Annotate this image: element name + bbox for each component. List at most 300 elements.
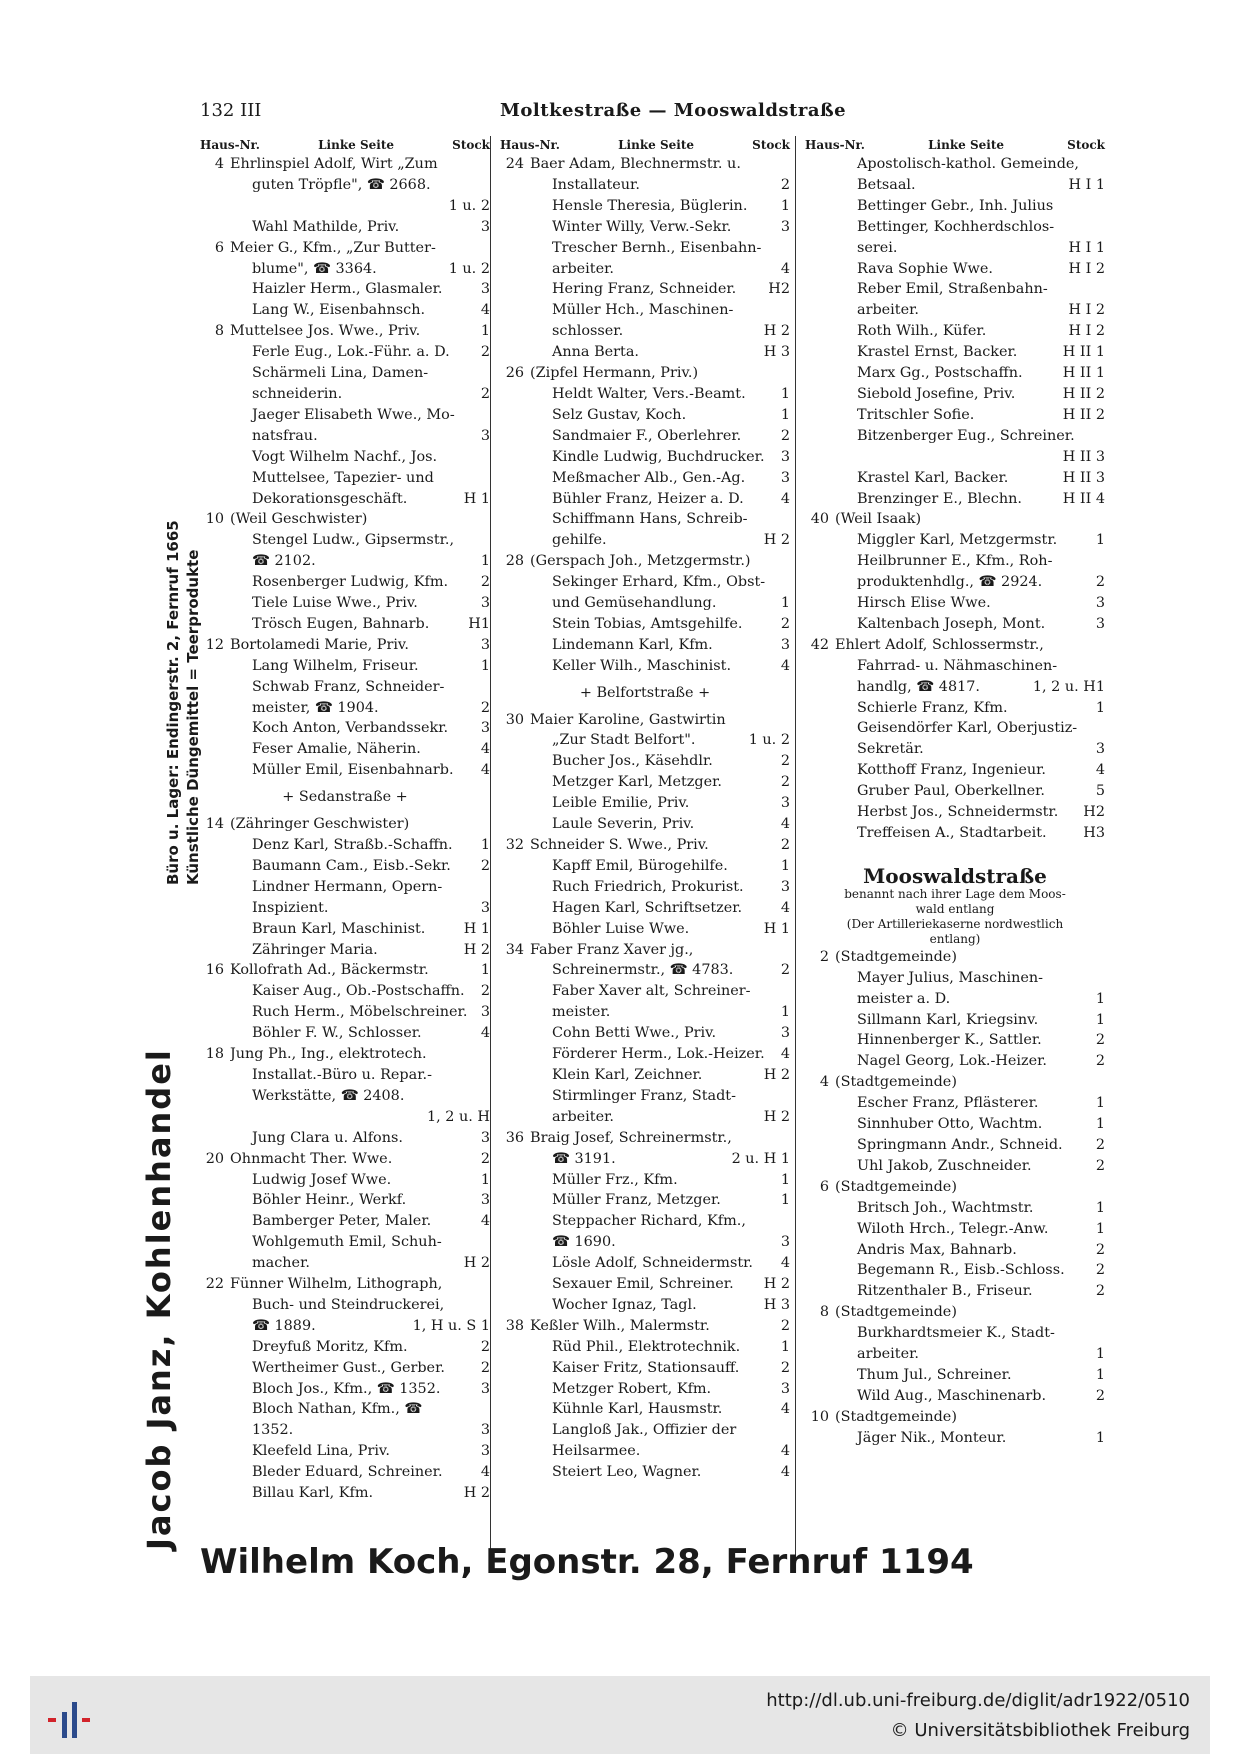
resident-text: Ruch Friedrich, Prokurist. <box>552 878 744 895</box>
directory-entry <box>500 196 790 217</box>
floor-number <box>786 1211 790 1232</box>
floor-number <box>786 154 790 175</box>
house-number <box>805 739 835 760</box>
col-head-floor: Stock <box>452 138 490 152</box>
resident-text: Ohnmacht Ther. Wwe. <box>230 1150 393 1167</box>
directory-entry <box>200 1441 490 1462</box>
floor-number: 4 <box>780 1464 790 1481</box>
directory-entry <box>500 772 790 793</box>
resident-text: Dreyfuß Moritz, Kfm. <box>252 1338 408 1355</box>
directory-entry <box>805 175 1105 196</box>
house-number <box>805 1240 835 1261</box>
directory-entry <box>200 940 490 961</box>
house-number <box>805 1198 835 1219</box>
directory-entry <box>500 509 790 530</box>
floor-number: 4 <box>780 1255 790 1272</box>
house-number <box>500 426 530 447</box>
directory-entry <box>200 677 490 698</box>
resident-text: Selz Gustav, Koch. <box>552 406 687 423</box>
resident-text: Springmann Andr., Schneid. <box>857 1136 1063 1153</box>
floor-number: 3 <box>480 1192 490 1209</box>
resident-text: Lindemann Karl, Kfm. <box>552 636 713 653</box>
floor-number: 2 <box>1095 1053 1105 1070</box>
resident-text: Burkhardtsmeier K., Stadt- <box>857 1325 1055 1342</box>
resident-text: serei. <box>857 239 898 256</box>
directory-entry <box>500 1065 790 1086</box>
floor-number: H 2 <box>763 1276 790 1293</box>
house-number <box>500 856 530 877</box>
floor-number: 4 <box>780 260 790 277</box>
directory-entry <box>500 154 790 175</box>
house-number <box>500 656 530 677</box>
resident-text: Müller Hch., Maschinen- <box>552 302 734 319</box>
floor-number: 2 <box>480 385 490 402</box>
floor-number <box>1101 196 1105 217</box>
house-number <box>500 175 530 196</box>
directory-entry <box>200 1337 490 1358</box>
directory-entry <box>805 1323 1105 1344</box>
house-number <box>500 572 530 593</box>
floor-number: 1 <box>1095 1429 1105 1446</box>
footer-advertisement: Wilhelm Koch, Egonstr. 28, Fernruf 1194 <box>200 1542 974 1582</box>
house-number <box>200 551 230 572</box>
house-number <box>805 1428 835 1449</box>
resident-text: Denz Karl, Straßb.-Schaffn. <box>252 837 453 853</box>
house-number <box>200 614 230 635</box>
house-number <box>805 551 835 572</box>
house-number <box>200 1316 230 1337</box>
resident-text: Baumann Cam., Eisb.-Sekr. <box>252 857 451 874</box>
directory-entry <box>200 238 490 259</box>
house-number: 4 <box>214 156 224 172</box>
resident-text: Stein Tobias, Amtsgehilfe. <box>552 615 743 632</box>
floor-number: 1 <box>1095 1366 1105 1383</box>
house-number <box>500 751 530 772</box>
resident-text: meister. <box>552 1004 611 1021</box>
resident-text: Langloß Jak., Offizier der <box>552 1422 737 1439</box>
house-number <box>200 698 230 719</box>
house-number <box>805 259 835 280</box>
house-number <box>200 1128 230 1149</box>
side-ad-main: Jacob Janz, Kohlenhandel <box>140 1048 178 1550</box>
resident-text: Haizler Herm., Glasmaler. <box>252 281 443 298</box>
floor-number: 2 <box>1095 1032 1105 1049</box>
floor-number <box>786 363 790 384</box>
resident-text: Miggler Karl, Metzgermstr. <box>857 532 1058 549</box>
floor-number: 1 u. 2 <box>448 197 490 214</box>
house-number <box>500 593 530 614</box>
floor-number <box>786 981 790 1002</box>
house-number <box>805 572 835 593</box>
house-number <box>200 856 230 877</box>
directory-entry <box>500 1462 790 1483</box>
floor-number: 1 <box>1095 1116 1105 1133</box>
resident-text: Ehrlinspiel Adolf, Wirt „Zum <box>230 156 438 172</box>
house-number <box>200 1399 230 1420</box>
directory-entry <box>500 384 790 405</box>
col-head-side: Linke Seite <box>318 138 394 152</box>
directory-entry <box>805 947 1105 968</box>
resident-text: meister, ☎ 1904. <box>252 699 379 716</box>
floor-number: H 3 <box>763 1296 790 1313</box>
resident-text: Tiele Luise Wwe., Priv. <box>252 595 418 612</box>
resident-text: guten Tröpfle", ☎ 2668. <box>252 176 431 193</box>
resident-text: Inspizient. <box>252 899 329 916</box>
resident-text: Siebold Josefine, Priv. <box>857 385 1016 402</box>
floor-number: 4 <box>480 1464 490 1481</box>
resident-text: Jung Clara u. Alfons. <box>252 1129 403 1146</box>
house-number: 18 <box>205 1046 224 1063</box>
floor-number: 2 <box>1095 1283 1105 1300</box>
house-number <box>805 1010 835 1031</box>
house-number: 34 <box>505 941 524 958</box>
column-header <box>805 136 1105 154</box>
resident-text: Escher Franz, Pflästerer. <box>857 1095 1039 1112</box>
resident-text: Braig Josef, Schreinermstr., <box>530 1129 732 1146</box>
directory-entry <box>805 1198 1105 1219</box>
directory-entry <box>200 154 490 175</box>
resident-text: Müller Frz., Kfm. <box>552 1171 678 1188</box>
floor-number: H 1 <box>763 920 790 937</box>
house-number <box>805 279 835 300</box>
floor-number: 1, 2 u. H1 <box>1032 678 1105 695</box>
resident-text: Buch- und Steindruckerei, <box>252 1296 445 1313</box>
resident-text: Baer Adam, Blechnermstr. u. <box>530 156 741 172</box>
resident-text: Müller Franz, Metzger. <box>552 1192 721 1209</box>
floor-number: 2 <box>480 983 490 1000</box>
column-header <box>200 136 490 154</box>
house-number <box>200 1232 230 1253</box>
copyright-notice: © Universitätsbibliothek Freiburg <box>890 1720 1190 1741</box>
resident-text: Bortolamedi Marie, Priv. <box>230 636 409 653</box>
directory-entry <box>200 279 490 300</box>
resident-text: Werkstätte, ☎ 2408. <box>252 1087 405 1104</box>
floor-number: 3 <box>1095 741 1105 758</box>
column-divider <box>490 136 491 1556</box>
directory-entry <box>200 384 490 405</box>
house-number <box>200 677 230 698</box>
house-number <box>500 300 530 321</box>
resident-text: (Weil Geschwister) <box>230 511 368 528</box>
floor-number: 3 <box>780 469 790 486</box>
directory-entry <box>805 739 1105 760</box>
directory-entry <box>805 1407 1105 1428</box>
directory-entry <box>200 1170 490 1191</box>
resident-text: Brenzinger E., Blechn. <box>857 490 1022 507</box>
house-number <box>500 279 530 300</box>
directory-entry <box>500 175 790 196</box>
floor-number <box>786 1128 790 1149</box>
floor-number: 3 <box>480 1422 490 1439</box>
directory-entry <box>500 468 790 489</box>
resident-text: natsfrau. <box>252 427 318 444</box>
resident-text: Marx Gg., Postschaffn. <box>857 365 1023 382</box>
floor-number: 1 <box>780 1192 790 1209</box>
directory-entry <box>200 698 490 719</box>
floor-number: 3 <box>780 218 790 235</box>
directory-entry <box>200 1274 490 1295</box>
street-note: (Der Artilleriekaserne nordwestlich <box>846 916 1064 931</box>
floor-number: 3 <box>780 1380 790 1397</box>
resident-text: (Zähringer Geschwister) <box>230 816 410 833</box>
directory-entry <box>500 489 790 510</box>
house-number <box>500 1211 530 1232</box>
resident-text: arbeiter. <box>857 302 919 319</box>
floor-number <box>486 1044 490 1065</box>
resident-text: Jung Ph., Ing., elektrotech. <box>230 1046 427 1063</box>
resident-text: Stengel Ludw., Gipsermstr., <box>252 532 455 549</box>
house-number <box>805 614 835 635</box>
resident-text: Wild Aug., Maschinenarb. <box>857 1387 1047 1404</box>
floor-number <box>1101 426 1105 447</box>
floor-number: 4 <box>780 1046 790 1063</box>
directory-entry <box>200 856 490 877</box>
directory-entry <box>500 814 790 835</box>
floor-number: 2 <box>1095 1157 1105 1174</box>
directory-entry <box>500 793 790 814</box>
floor-number: H 1 <box>463 920 490 937</box>
house-number <box>805 1365 835 1386</box>
directory-entry <box>200 1232 490 1253</box>
directory-entry <box>500 1232 790 1253</box>
street-note: entlang) <box>929 931 981 946</box>
house-number <box>200 1002 230 1023</box>
floor-number: 1 <box>780 1171 790 1188</box>
floor-number <box>486 677 490 698</box>
resident-text: Kollofrath Ad., Bäckermstr. <box>230 962 429 979</box>
floor-number <box>786 572 790 593</box>
house-number: 16 <box>205 962 224 979</box>
directory-entry <box>500 593 790 614</box>
house-number <box>200 426 230 447</box>
house-number <box>805 1386 835 1407</box>
house-number <box>500 1295 530 1316</box>
resident-text: Uhl Jakob, Zuschneider. <box>857 1157 1032 1174</box>
directory-entry <box>805 426 1105 447</box>
house-number <box>805 217 835 238</box>
house-number: 6 <box>819 1178 829 1195</box>
house-number <box>500 489 530 510</box>
directory-entry <box>805 405 1105 426</box>
directory-entry <box>500 300 790 321</box>
floor-number: 2 <box>780 837 790 853</box>
house-number <box>200 1462 230 1483</box>
resident-text: arbeiter. <box>552 1108 614 1125</box>
resident-text: (Stadtgemeinde) <box>835 1408 957 1425</box>
directory-entry <box>200 898 490 919</box>
directory-entry <box>805 363 1105 384</box>
directory-entry <box>805 154 1105 175</box>
floor-number: 3 <box>780 1025 790 1042</box>
directory-entry <box>805 300 1105 321</box>
directory-entry <box>200 489 490 510</box>
floor-number <box>486 877 490 898</box>
floor-number: H 2 <box>763 323 790 340</box>
directory-entry <box>200 960 490 981</box>
house-number <box>805 321 835 342</box>
resident-text: Jäger Nik., Monteur. <box>857 1429 1007 1446</box>
house-number <box>805 823 835 844</box>
resident-text: Cohn Betti Wwe., Priv. <box>552 1025 717 1042</box>
resident-text: Lösle Adolf, Schneidermstr. <box>552 1255 753 1272</box>
house-number <box>200 1086 230 1107</box>
resident-text: Fahrrad- u. Nähmaschinen- <box>857 657 1058 674</box>
resident-text: Britsch Joh., Wachtmstr. <box>857 1199 1034 1216</box>
house-number <box>200 405 230 426</box>
directory-entry <box>805 238 1105 259</box>
directory-entry <box>500 835 790 856</box>
floor-number <box>1101 1072 1105 1093</box>
resident-text: Hagen Karl, Schriftsetzer. <box>552 899 743 916</box>
directory-entry <box>200 1399 490 1420</box>
directory-entry <box>200 468 490 489</box>
house-number <box>805 593 835 614</box>
resident-text: Schreinermstr., ☎ 4783. <box>552 962 734 979</box>
resident-text: Hirsch Elise Wwe. <box>857 595 991 612</box>
floor-number <box>486 1274 490 1295</box>
floor-number: H II 2 <box>1062 406 1105 423</box>
floor-number: H3 <box>1083 825 1105 841</box>
floor-number: 4 <box>780 1443 790 1460</box>
floor-number <box>486 530 490 551</box>
house-number <box>200 363 230 384</box>
floor-number <box>1101 1177 1105 1198</box>
directory-entry <box>500 259 790 280</box>
directory-entry <box>200 1065 490 1086</box>
permalink-url[interactable]: http://dl.ub.uni-freiburg.de/diglit/adr1922/0510 <box>766 1690 1190 1711</box>
resident-text: (Stadtgemeinde) <box>835 1178 957 1195</box>
directory-entry <box>500 1441 790 1462</box>
directory-entry <box>200 1107 490 1128</box>
floor-number: 4 <box>480 741 490 758</box>
house-number <box>500 509 530 530</box>
resident-text: (Stadtgemeinde) <box>835 1304 957 1321</box>
directory-entry <box>805 509 1105 530</box>
resident-text: Kleefeld Lina, Priv. <box>252 1443 390 1460</box>
resident-text: Metzger Robert, Kfm. <box>552 1380 712 1397</box>
resident-text: Mayer Julius, Maschinen- <box>857 969 1044 986</box>
resident-text: Lindner Hermann, Opern- <box>252 878 443 895</box>
floor-number: 1 <box>1095 532 1105 549</box>
resident-text: Meßmacher Alb., Gen.-Ag. <box>552 469 746 486</box>
directory-entry <box>805 1260 1105 1281</box>
column-divider <box>795 136 796 1556</box>
directory-entry <box>200 635 490 656</box>
directory-entry <box>200 814 490 835</box>
col-head-housenr: Haus-Nr. <box>500 138 560 152</box>
resident-text: Rosenberger Ludwig, Kfm. <box>252 574 449 591</box>
directory-entry <box>200 1253 490 1274</box>
floor-number: 4 <box>780 816 790 833</box>
floor-number: H 1 <box>463 490 490 507</box>
floor-number: 2 <box>1095 1241 1105 1258</box>
directory-entry <box>500 1044 790 1065</box>
directory-entry <box>805 1240 1105 1261</box>
floor-number <box>486 1399 490 1420</box>
floor-number: 4 <box>780 1401 790 1418</box>
house-number <box>500 342 530 363</box>
directory-entry <box>200 1044 490 1065</box>
floor-number <box>486 1295 490 1316</box>
directory-entry <box>200 1190 490 1211</box>
floor-number: 3 <box>480 427 490 444</box>
house-number <box>200 593 230 614</box>
floor-number: 2 <box>780 1359 790 1376</box>
floor-number <box>786 509 790 530</box>
floor-number <box>1101 635 1105 656</box>
directory-entry <box>500 321 790 342</box>
house-number: 12 <box>205 636 224 653</box>
side-ad-line2: Büro u. Lager: Endingerstr. 2, Fernruf 1665 <box>164 520 182 885</box>
resident-text: Bettinger, Kochherdschlos- <box>857 218 1055 235</box>
floor-number: 1 <box>480 657 490 674</box>
house-number <box>805 989 835 1010</box>
col-head-housenr: Haus-Nr. <box>805 138 865 152</box>
house-number <box>500 447 530 468</box>
resident-text: + Belfortstraße + <box>579 684 711 701</box>
directory-entry <box>200 1002 490 1023</box>
directory-entry <box>805 1219 1105 1240</box>
resident-text: Billau Karl, Kfm. <box>252 1485 374 1502</box>
house-number <box>805 677 835 698</box>
resident-text: Heilbrunner E., Kfm., Roh- <box>857 553 1053 570</box>
directory-entry <box>805 196 1105 217</box>
floor-number: 1 <box>1095 1011 1105 1028</box>
resident-text: Herbst Jos., Schneidermstr. <box>857 804 1059 821</box>
house-number: 30 <box>505 711 524 728</box>
floor-number <box>486 468 490 489</box>
floor-number: H II 4 <box>1062 490 1105 507</box>
directory-entry <box>805 1072 1105 1093</box>
floor-number: 2 <box>780 176 790 193</box>
street-subtitle: benannt nach ihrer Lage dem Moos- <box>844 886 1066 901</box>
house-number <box>200 1170 230 1191</box>
floor-number: 2 <box>780 774 790 791</box>
directory-entry <box>500 1295 790 1316</box>
floor-number <box>1101 718 1105 739</box>
directory-entry <box>805 1051 1105 1072</box>
directory-entry <box>805 635 1105 656</box>
directory-entry <box>500 1023 790 1044</box>
house-number <box>200 572 230 593</box>
resident-text: Kapff Emil, Bürogehilfe. <box>552 857 728 874</box>
floor-number <box>486 175 490 196</box>
resident-text: Hinnenberger K., Sattler. <box>857 1032 1042 1049</box>
resident-text: Winter Willy, Verw.-Sekr. <box>552 218 732 235</box>
house-number <box>500 1170 530 1191</box>
floor-number: H1 <box>468 615 490 632</box>
floor-number <box>486 238 490 259</box>
house-number <box>500 1441 530 1462</box>
resident-text: Ludwig Josef Wwe. <box>252 1171 392 1188</box>
floor-number: 2 u. H 1 <box>731 1150 790 1167</box>
house-number <box>805 1323 835 1344</box>
house-number <box>805 1281 835 1302</box>
directory-entry <box>805 551 1105 572</box>
floor-number: 3 <box>780 636 790 653</box>
house-number <box>805 802 835 823</box>
directory-entry <box>805 530 1105 551</box>
directory-entry <box>805 1281 1105 1302</box>
house-number <box>200 1483 230 1504</box>
directory-entry <box>200 739 490 760</box>
directory-entry <box>500 1190 790 1211</box>
directory-entry <box>805 823 1105 844</box>
directory-entry <box>500 1253 790 1274</box>
column-1 <box>200 136 490 1556</box>
resident-text <box>835 447 1059 468</box>
resident-text: Jaeger Elisabeth Wwe., Mo- <box>252 406 455 423</box>
